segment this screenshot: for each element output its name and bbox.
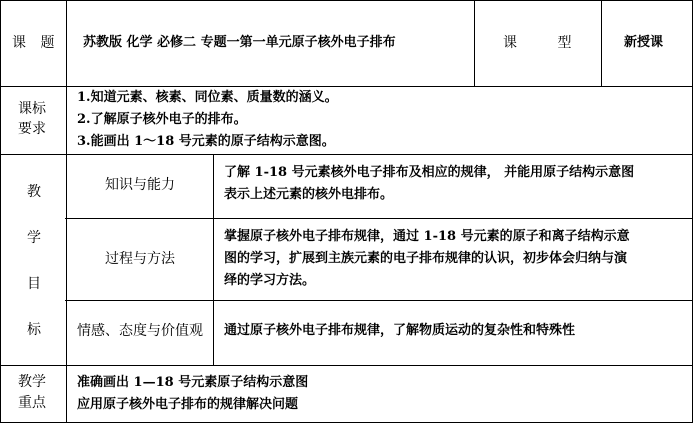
key-point-item: 准确画出 1—18 号元素原子结构示意图 <box>77 375 309 390</box>
objectives-label-char: 目 <box>27 276 41 292</box>
course-label: 课 题 <box>12 35 60 51</box>
objectives-label-char: 教 <box>27 184 41 200</box>
col-divider-category <box>213 155 214 366</box>
objective-text-line: 通过原子核外电子排布规律，了解物质运动的复杂性和特殊性 <box>224 323 576 338</box>
key-points-label-line2: 重点 <box>18 395 46 411</box>
standards-item: 3.能画出 1～18 号元素的原子结构示意图。 <box>77 134 335 149</box>
objectives-label-char: 标 <box>27 322 41 338</box>
objective-category-process: 过程与方法 <box>105 251 175 267</box>
objective-text-line: 了解 1-18 号元素核外电子排布及相应的规律， 并能用原子结构示意图 <box>224 165 635 180</box>
key-point-item: 应用原子核外电子排布的规律解决问题 <box>77 397 299 412</box>
standards-label-line2: 要求 <box>18 121 46 137</box>
row-divider-objective-2 <box>65 300 693 301</box>
type-label: 课 型 <box>503 35 590 51</box>
standards-item: 1.知道元素、核素、同位素、质量数的涵义。 <box>77 90 338 105</box>
objective-text-line: 图的学习，扩展到主族元素的电子排布规律的认识，初步体会归纳与演 <box>224 251 628 266</box>
row-divider-header <box>0 86 693 87</box>
type-value: 新授课 <box>624 35 664 50</box>
col-divider-title <box>474 0 475 87</box>
objective-text-line: 绎的学习方法。 <box>224 273 316 288</box>
standards-item: 2.了解原子核外电子的排布。 <box>77 112 247 127</box>
objectives-label-char: 学 <box>27 230 41 246</box>
row-divider-objective-1 <box>65 218 693 219</box>
objective-category-values: 情感、态度与价值观 <box>77 323 203 339</box>
row-divider-standards <box>0 154 693 155</box>
border-top <box>0 0 693 1</box>
course-title: 苏教版 化学 必修二 专题一第一单元原子核外电子排布 <box>83 35 396 50</box>
standards-label-line1: 课标 <box>18 101 46 117</box>
col-divider-label <box>66 0 67 423</box>
border-left <box>0 0 1 423</box>
key-points-label-line1: 教学 <box>18 374 46 390</box>
border-bottom <box>0 422 693 423</box>
objective-text-line: 表示上述元素的核外电排布。 <box>224 187 394 202</box>
row-divider-objectives <box>0 365 693 366</box>
objective-text-line: 掌握原子核外电子排布规律，通过 1-18 号元素的原子和离子结构示意 <box>224 229 630 244</box>
col-divider-type <box>601 0 602 87</box>
objective-category-knowledge: 知识与能力 <box>105 177 175 193</box>
